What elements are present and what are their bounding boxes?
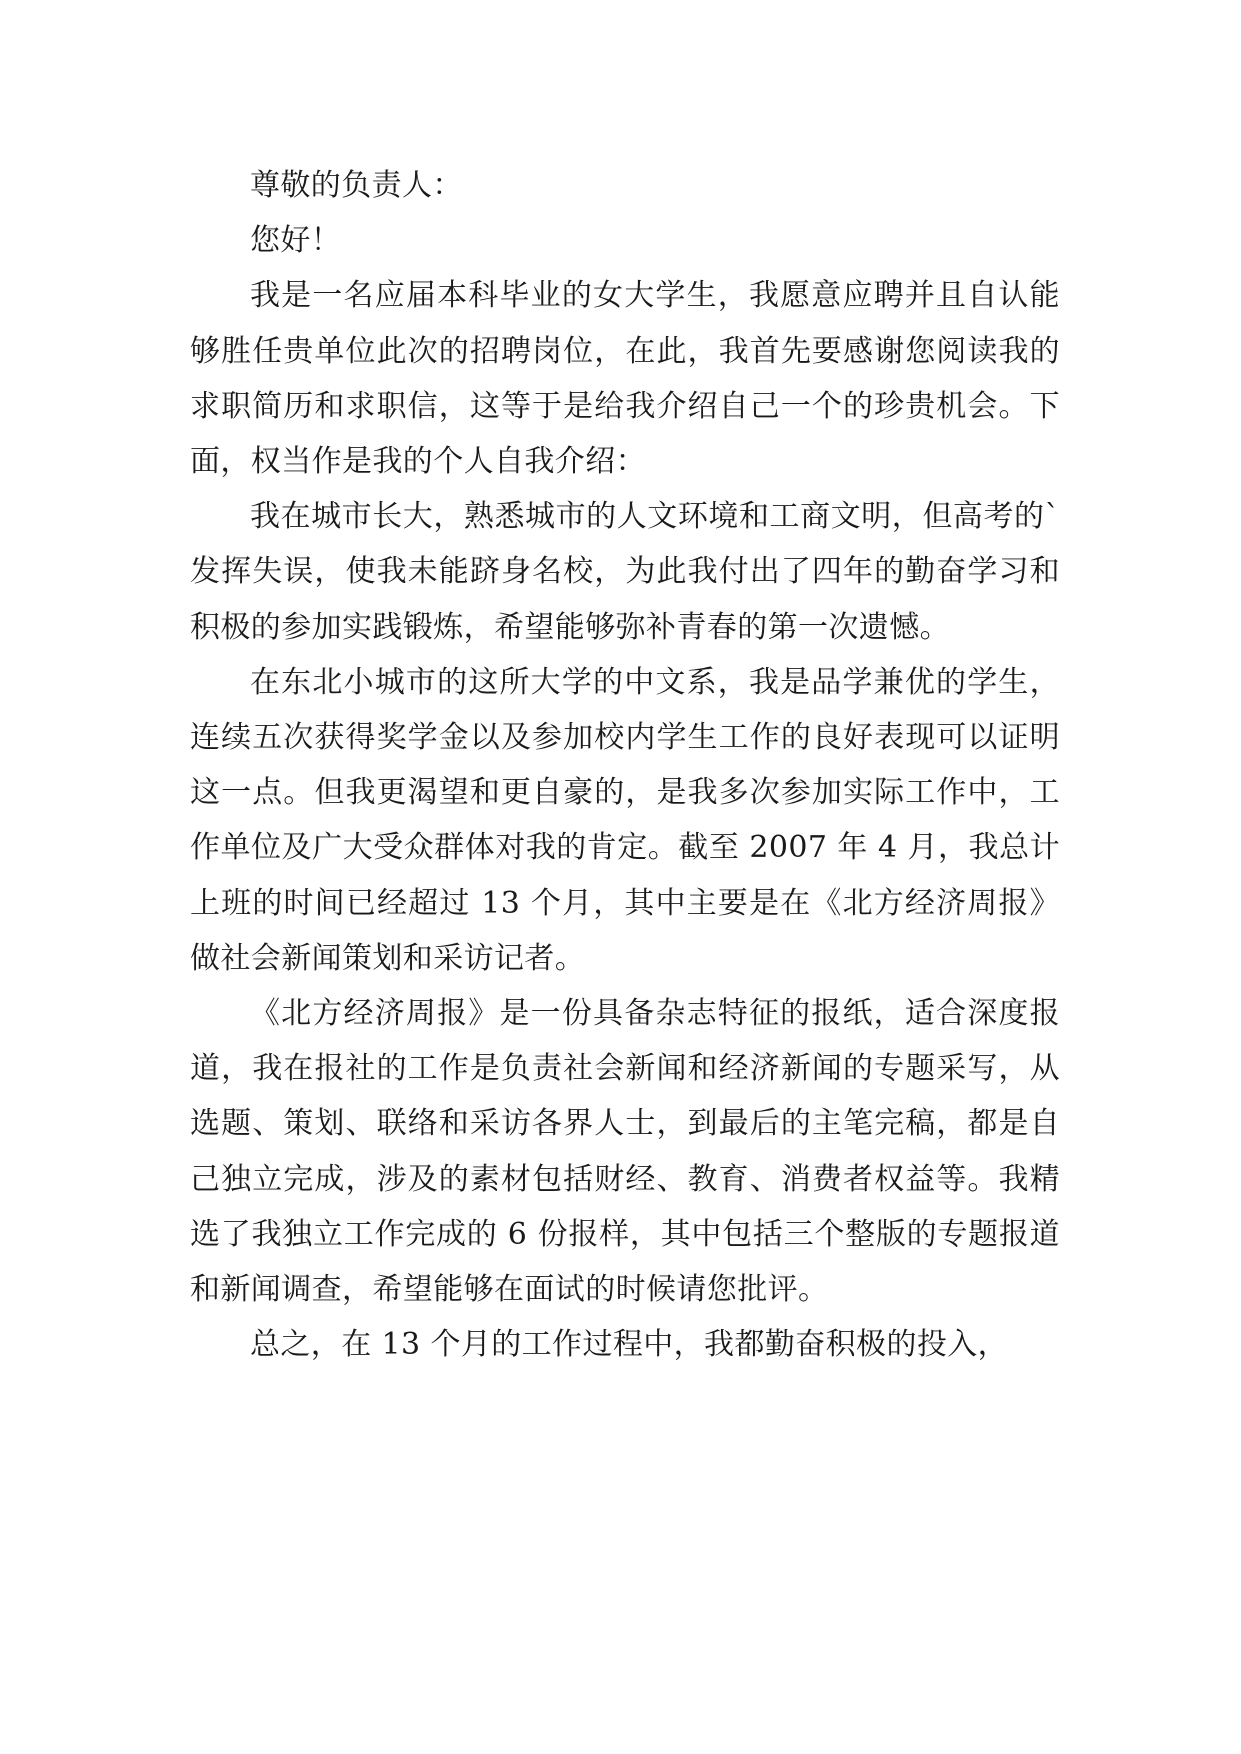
letter-body: [190, 158, 1060, 1372]
paragraph: 《北方经济周报》是一份具备杂志特征的报纸，适合深度报道，我在报社的工作是负责社会新闻和经济新闻的专题采写，从选题、策划、联络和采访各界人士，到最后的主笔完稿，都是自己独立完成，涉及的素材包括财经、教育、消费者权益等。我精选了我独立工作完成的 6 份报样，其中包括三个整版的专题报道和新闻调查，希望能够在面试的时候请您批评。: [190, 996, 1060, 1308]
paragraph: 在东北小城市的这所大学的中文系，我是品学兼优的学生，连续五次获得奖学金以及参加校内学生工作的良好表现可以证明这一点。但我更渴望和更自豪的，是我多次参加实际工作中，工作单位及广大受众群体对我的肯定。截至 2007 年 4 月，我总计上班的时间已经超过 13 个月，其中主要是在《北方经济周报》做社会新闻策划和采访记者。: [190, 664, 1060, 976]
paragraph: 我在城市长大，熟悉城市的人文环境和工商文明，但高考的`发挥失误，使我未能跻身名校，为此我付出了四年的勤奋学习和积极的参加实践锻炼，希望能够弥补青春的第一次遗憾。: [190, 499, 1060, 645]
salutation: 尊敬的负责人：: [250, 168, 463, 203]
paragraph: 总之，在 13 个月的工作过程中，我都勤奋积极的投入，: [250, 1327, 1009, 1363]
paragraph: 我是一名应届本科毕业的女大学生，我愿意应聘并且自认能够胜任贵单位此次的招聘岗位，在此，我首先要感谢您阅读我的求职简历和求职信，这等于是给我介绍自己一个的珍贵机会。下面，权当作是我的个人自我介绍：: [190, 278, 1060, 480]
greeting: 您好！: [250, 223, 342, 259]
